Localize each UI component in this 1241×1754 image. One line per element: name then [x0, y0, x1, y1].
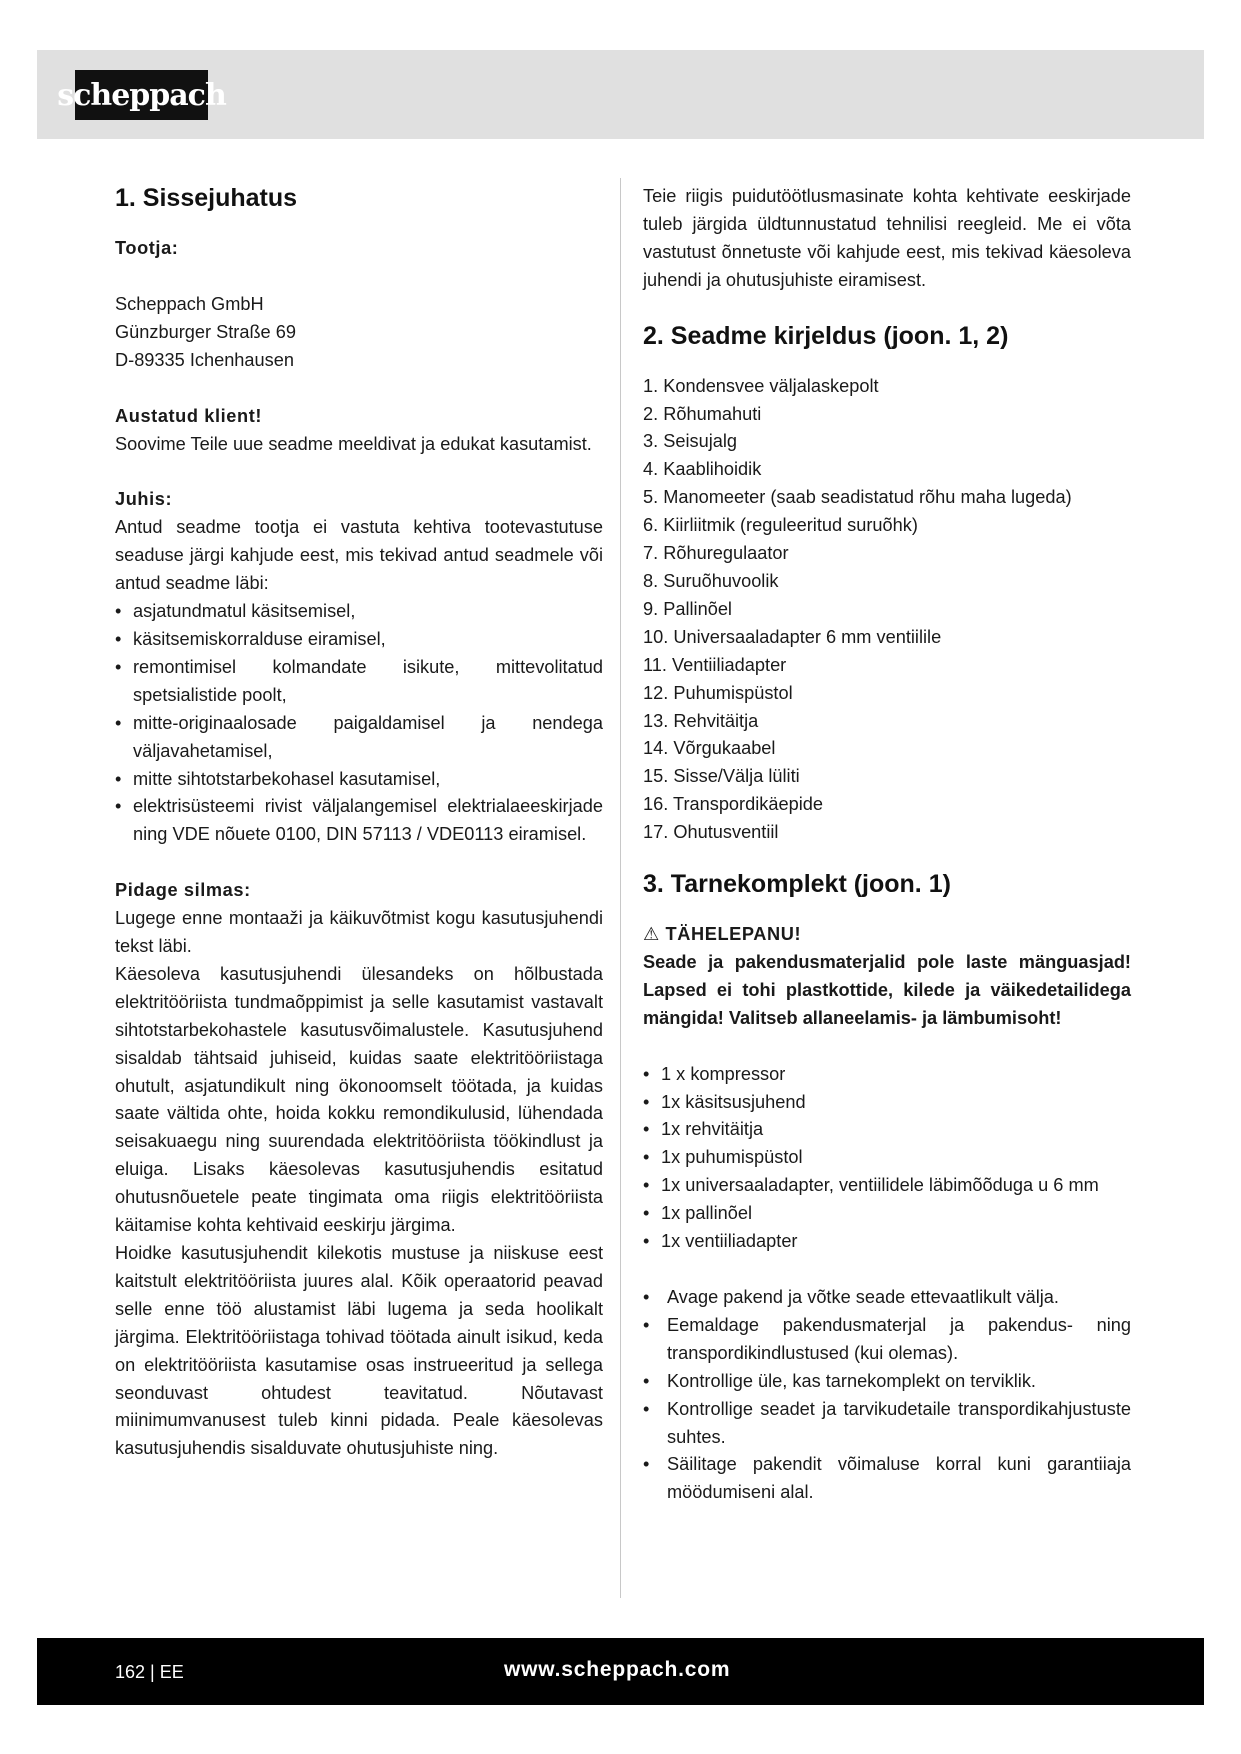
pidage-paragraph: Lugege enne montaaži ja käikuvõtmist kogu kasutusjuhendi tekst läbi.	[115, 908, 603, 957]
list-item: 9. Pallinõel	[643, 598, 732, 619]
list-item: • asjatundmatul käsitsemisel,	[115, 598, 603, 626]
pidage-paragraph: Hoidke kasutusjuhendit kilekotis mustuse ja niiskuse eest kaitstult elektritööriista juures alal. Kõik operaatorid peavad selle enne töö alustamist läbi lugema ja seda hoolikalt järgima. Elektritööriistaga tohivad töötada ainult isikud, keda on elektritööriista kasutamise osas instrueeritud ja sellega seonduvast ohtudest teavitatud. Nõutavast miinimumvanusest tuleb kinni pidada. Peale käesolevas kasutusjuhendis sisalduvate ohutusjuhiste ning.	[115, 1243, 603, 1459]
list-item: • 1x käsitsusjuhend	[643, 1089, 1131, 1117]
section-3-heading: 3. Tarnekomplekt (joon. 1)	[643, 870, 951, 899]
list-item: • 1x puhumispüstol	[643, 1144, 1131, 1172]
list-item: • Avage pakend ja võtke seade ettevaatlikult välja.	[643, 1284, 1131, 1312]
customer-label: Austatud klient!	[115, 405, 263, 426]
section-1-heading: 1. Sissejuhatus	[115, 184, 298, 212]
list-item: 4. Kaablihoidik	[643, 459, 762, 480]
list-item: 17. Ohutusventiil	[643, 822, 779, 843]
customer-text: Soovime Teile uue seadme meeldivat ja edukat kasutamist.	[115, 433, 592, 454]
list-item: • 1x rehvitäitja	[643, 1116, 1131, 1144]
list-item: 5. Manomeeter (saab seadistatud rõhu maha lugeda)	[643, 487, 1072, 508]
list-item: 3. Seisujalg	[643, 431, 738, 452]
website-link[interactable]: www.scheppach.com	[504, 1658, 731, 1681]
right-column	[643, 183, 1131, 1507]
juhis-list	[115, 598, 603, 849]
warning-text: Seade ja pakendusmaterjalid pole laste mänguasjad! Lapsed ei tohi plastkottide, kilede ja väikedetailidega mängida! Valitseb allaneelamis- ja lämbumisoht!	[643, 951, 1131, 1028]
tootja-label: Tootja:	[115, 238, 179, 258]
pidage-paragraph: Käesoleva kasutusjuhendi ülesandeks on hõlbustada elektritööriista tundmaõppimist ja selle kasutamist vastavalt sihtotstarbekohastele kasutusvõimalustele. Kasutusjuhend sisaldab tähtsaid juhiseid, kuidas saate elektritööriistaga ohutult, asjatundikult ning ökonoomselt töötada, ja kuidas saate vältida ohte, hoida kokku remondikulusid, lühendada seisakuaegu ning suurendada elektritööriista töökindlust ja eluiga. Lisaks käesolevas kasutusjuhendis esitatud ohutusnõuetele peate tingimata oma riigis elektritööriista käitamise kohta kehtivaid eeskirju järgima.	[115, 963, 603, 1236]
list-item: 1. Kondensvee väljalaskepolt	[643, 375, 879, 396]
list-item: 8. Suruõhuvoolik	[643, 570, 779, 591]
parts-list	[643, 373, 1131, 847]
list-item: • 1x ventiiliadapter	[643, 1228, 1131, 1256]
list-item: • remontimisel kolmandate isikute, mittevolitatud spetsialistide poolt,	[115, 654, 603, 710]
juhis-text: Antud seadme tootja ei vastuta kehtiva tootevastutuse seaduse järgi kahjude eest, mis tekivad antud seadmele või antud seadme läbi:	[115, 517, 603, 594]
column-divider	[620, 178, 621, 1598]
list-item: 14. Võrgukaabel	[643, 738, 776, 759]
list-item: 13. Rehvitäitja	[643, 710, 759, 731]
list-item: 6. Kiirliitmik (reguleeritud suruõhk)	[643, 515, 918, 536]
manufacturer-address	[115, 291, 603, 375]
list-item: 2. Rõhumahuti	[643, 403, 762, 424]
list-item: 11. Ventiiliadapter	[643, 654, 787, 675]
list-item: 16. Transpordikäepide	[643, 794, 823, 815]
list-item: • elektrisüsteemi rivist väljalangemisel elektrialaeeskirjade ning VDE nõuete 0100, DIN 57113 / VDE0113 eiramisel.	[115, 793, 603, 849]
list-item: • 1x universaaladapter, ventiilidele läbimõõduga u 6 mm	[643, 1172, 1131, 1200]
left-column	[115, 183, 603, 1463]
juhis-label: Juhis:	[115, 489, 173, 510]
list-item: • Kontrollige seadet ja tarvikudetaile transpordikahjustuste suhtes.	[643, 1396, 1131, 1452]
list-item: 15. Sisse/Välja lüliti	[643, 766, 800, 787]
list-item: • Eemaldage pakendusmaterjal ja pakendus- ning transpordikindlustused (kui olemas).	[643, 1312, 1131, 1368]
list-item: • mitte sihtotstarbekohasel kasutamisel,	[115, 766, 603, 794]
scheppach-logo: scheppach	[75, 70, 208, 120]
page-number: 162 | EE	[115, 1662, 184, 1682]
list-item: • 1 x kompressor	[643, 1061, 1131, 1089]
delivery-list	[643, 1061, 1131, 1256]
list-item: 7. Rõhuregulaator	[643, 543, 789, 564]
list-item: • käsitsemiskorralduse eiramisel,	[115, 626, 603, 654]
list-item: • 1x pallinõel	[643, 1200, 1131, 1228]
intro-text: Teie riigis puidutöötlusmasinate kohta kehtivate eeskirjade tuleb järgida üldtunnustatud tehnilisi reegleid. Me ei võta vastutust õnnetuste või kahjude eest, mis tekivad käesoleva juhendi ja ohutusjuhiste eiramisest.	[643, 186, 1131, 290]
section-2-heading: 2. Seadme kirjeldus (joon. 1, 2)	[643, 321, 1009, 350]
footer-band	[37, 1638, 1204, 1705]
list-item: 12. Puhumispüstol	[643, 682, 793, 703]
pidage-label: Pidage silmas:	[115, 880, 251, 901]
list-item: • Kontrollige üle, kas tarnekomplekt on terviklik.	[643, 1368, 1131, 1396]
list-item: 10. Universaaladapter 6 mm ventiilile	[643, 626, 942, 647]
address-line: Günzburger Straße 69	[115, 321, 296, 342]
unpack-list	[643, 1284, 1131, 1507]
address-line: D-89335 Ichenhausen	[115, 349, 294, 370]
warning-title: ⚠ TÄHELEPANU!	[643, 924, 802, 945]
list-item: • Säilitage pakendit võimaluse korral kuni garantiiaja möödumiseni alal.	[643, 1451, 1131, 1507]
address-line: Scheppach GmbH	[115, 293, 264, 314]
list-item: • mitte-originaalosade paigaldamisel ja nendega väljavahetamisel,	[115, 710, 603, 766]
